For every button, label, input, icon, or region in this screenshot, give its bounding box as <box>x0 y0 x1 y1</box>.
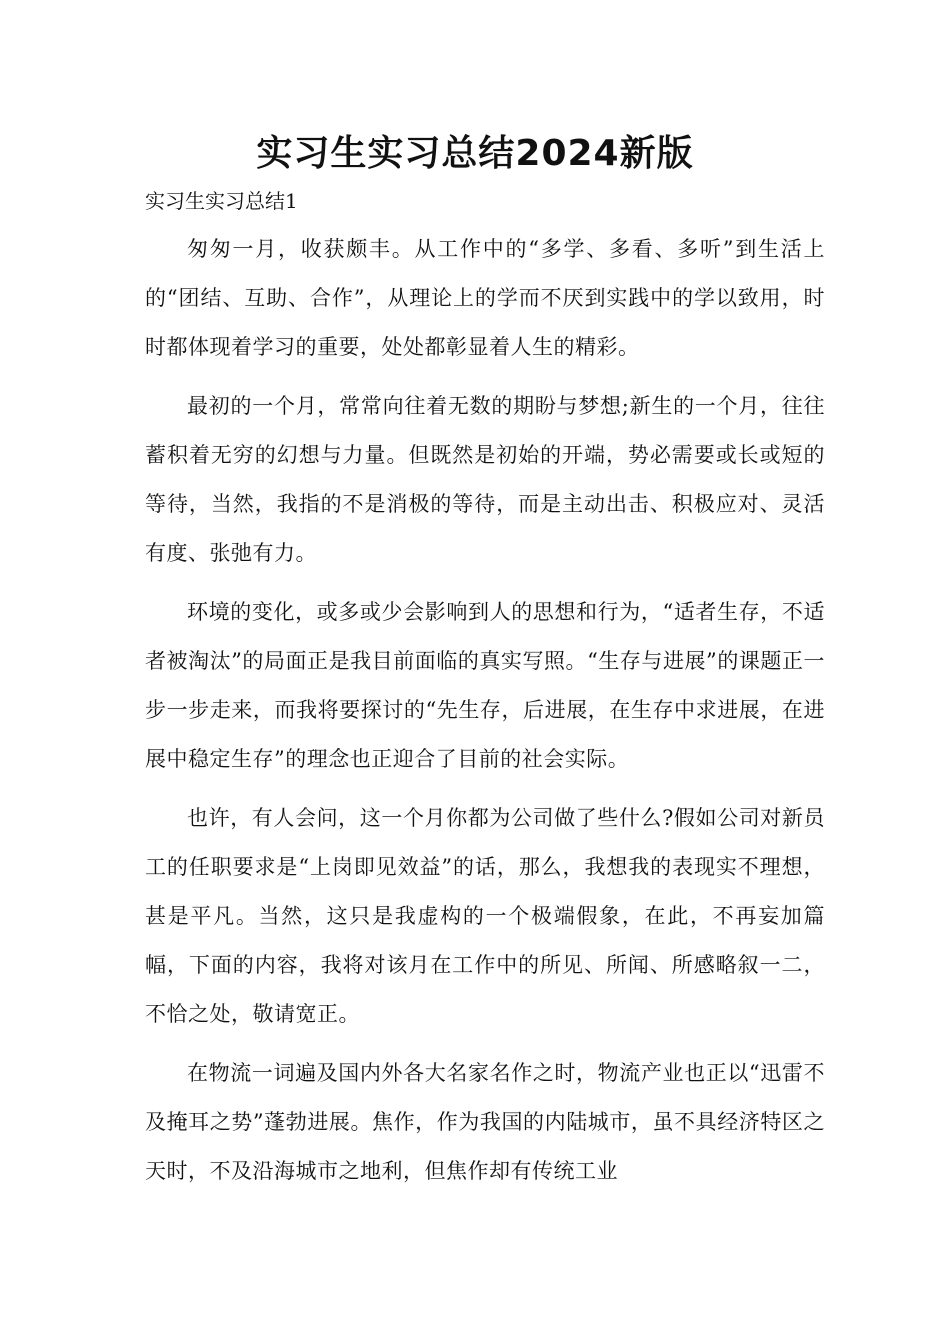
body-text <box>145 225 825 1206</box>
paragraph-5: 在物流一词遍及国内外各大名家名作之时，物流产业也正以“迅雷不及掩耳之势”蓬勃进展。焦作，作为我国的内陆城市，虽不具经济特区之天时，不及沿海城市之地利，但焦作却有传统工业 <box>145 1061 825 1183</box>
paragraph-2: 最初的一个月，常常向往着无数的期盼与梦想;新生的一个月，往往蓄积着无穷的幻想与力量。但既然是初始的开端，势必需要或长或短的等待，当然，我指的不是消极的等待，而是主动出击、积极应对、灵活有度、张弛有力。 <box>145 394 825 565</box>
paragraph-4: 也许，有人会问，这一个月你都为公司做了些什么?假如公司对新员工的任职要求是“上岗即见效益”的话，那么，我想我的表现实不理想，甚是平凡。当然，这只是我虚构的一个极端假象，在此，不再妄加篇幅，下面的内容，我将对该月在工作中的所见、所闻、所感略叙一二，不恰之处，敬请宽正。 <box>145 806 825 1026</box>
paragraph-3: 环境的变化，或多或少会影响到人的思想和行为，“适者生存，不适者被淘汰”的局面正是我目前面临的真实写照。“生存与进展”的课题正一步一步走来，而我将要探讨的“先生存，后进展，在生存中求进展，在进展中稳定生存”的理念也正迎合了目前的社会实际。 <box>145 600 825 771</box>
paragraph-1: 匆匆一月，收获颇丰。从工作中的“多学、多看、多听”到生活上的“团结、互助、合作”，从理论上的学而不厌到实践中的学以致用，时时都体现着学习的重要，处处都彰显着人生的精彩。 <box>145 237 825 359</box>
section-heading: 实习生实习总结1 <box>145 189 298 213</box>
document-title: 实习生实习总结2024新版 <box>256 133 694 174</box>
